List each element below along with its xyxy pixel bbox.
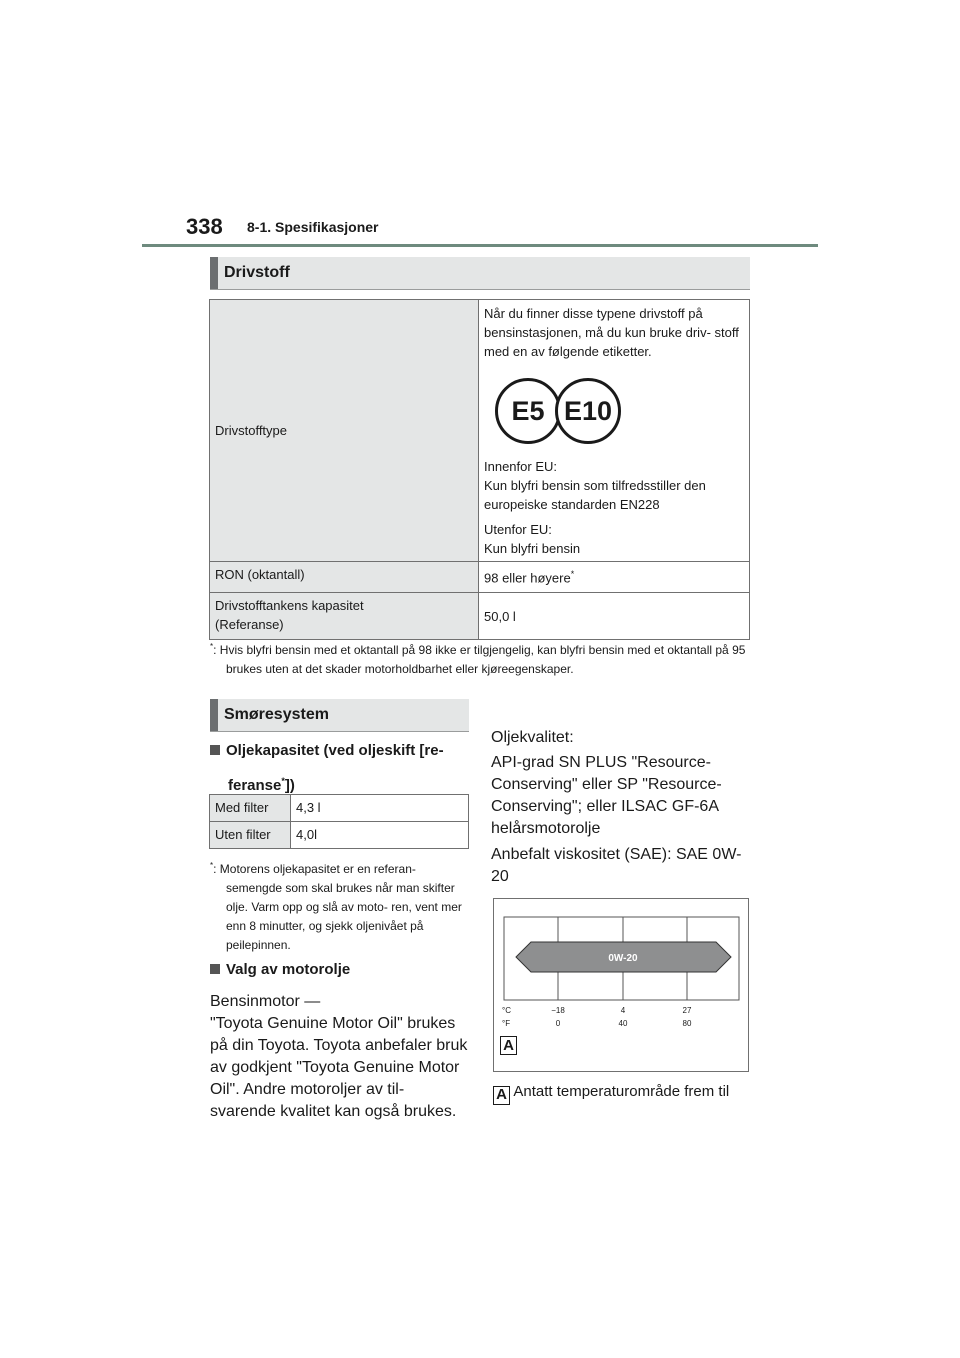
ron-value-cell <box>479 562 750 593</box>
oil-footnote-mark: * <box>210 861 214 870</box>
fuel-footnote-mark: * <box>210 642 214 651</box>
oil-choice-heading-text: Valg av motorolje <box>226 961 351 978</box>
outside-eu-text: Kun blyfri bensin <box>484 541 581 556</box>
table-row <box>210 795 469 822</box>
oil-row-value: 4,3 l <box>291 795 469 822</box>
tank-value-cell <box>479 593 750 640</box>
oil-capacity-table <box>209 794 469 849</box>
oil-capacity-heading <box>210 736 469 801</box>
fuel-heading-rule <box>210 289 750 290</box>
header-divider <box>142 244 818 247</box>
viscosity-chart <box>493 898 749 1072</box>
oil-quality-block <box>491 727 753 888</box>
viscosity-range-label: 0W-20 <box>608 953 638 964</box>
fuel-section-title: Drivstoff <box>224 264 290 281</box>
lubrication-section-title: Smøresystem <box>224 706 329 723</box>
oil-footnote-text: : Motorens oljekapasitet er en referan- semengde som skal brukes når man skifter olje. Varm opp og slå av moto- ren, vent mer enn 8 minutter, og sjekk oljenivået på peilepinnen. <box>213 862 462 952</box>
ron-label: RON (oktantall) <box>215 567 305 582</box>
celsius-tick-label: 4 <box>620 1006 626 1015</box>
celsius-tick-label: −18 <box>551 1006 565 1015</box>
fuel-spec-table <box>209 299 750 640</box>
fuel-type-label-cell <box>210 300 479 562</box>
lubrication-section-heading <box>210 699 469 731</box>
tank-label-cell <box>210 593 479 640</box>
tank-label-line1: Drivstofftankens kapasitet <box>215 598 364 613</box>
fuel-footnote-text: : Hvis blyfri bensin med et oktantall på 98 ikke er tilgjengelig, kan blyfri bensin med et oktantall på 95 brukes uten at det skader motorholdbarhet eller kjøreegenskaper. <box>213 643 746 676</box>
viscosity-chart-svg <box>494 899 748 1071</box>
page-number: 338 <box>186 214 223 239</box>
fahrenheit-tick-label: 0 <box>555 1019 561 1028</box>
oil-paragraph-text: "Toyota Genuine Motor Oil" brukes på din Toyota. Toyota anbefaler bruk av godkjent "Toyota Genuine Motor Oil". Andre motoroljer av til- svarende kvalitet kan også brukes. <box>210 1015 468 1120</box>
e5-label-text: E5 <box>511 395 545 426</box>
oil-row-label: Med filter <box>210 795 291 822</box>
fuel-type-value-cell <box>479 300 750 562</box>
fuel-label-icons <box>484 373 744 451</box>
oil-row-value: 4,0l <box>291 822 469 849</box>
unit-celsius-label: °C <box>502 1006 511 1015</box>
oil-viscosity-text: Anbefalt viskositet (SAE): SAE 0W- 20 <box>491 846 742 885</box>
chart-callout-badge: A <box>500 1036 517 1055</box>
table-row <box>210 593 750 640</box>
oil-capacity-heading-c: ]) <box>284 777 295 794</box>
fahrenheit-tick-label: 80 <box>682 1019 692 1028</box>
fahrenheit-tick-label: 40 <box>618 1019 628 1028</box>
tank-value: 50,0 l <box>484 608 516 624</box>
lubrication-heading-rule <box>210 731 469 732</box>
fuel-type-intro: Når du finner disse typene drivstoff på bensinstasjonen, må du kun bruke driv- stoff med en av følgende etiketter. <box>484 306 739 359</box>
chart-legend <box>493 1081 758 1105</box>
legend-text: Antatt temperaturområde frem til <box>513 1083 730 1100</box>
oil-capacity-footnote <box>210 856 468 955</box>
outside-eu-title: Utenfor EU: <box>484 522 552 537</box>
ron-footnote-mark: * <box>570 569 575 579</box>
ron-label-cell <box>210 562 479 593</box>
oil-capacity-heading-b: feranse <box>228 777 282 794</box>
legend-callout-badge: A <box>493 1086 510 1105</box>
oil-capacity-heading-a: Oljekapasitet (ved oljeskift [re- <box>226 742 444 759</box>
inside-eu-text: Kun blyfri bensin som tilfredsstiller den europeiske standarden EN228 <box>484 478 706 512</box>
ron-value: 98 eller høyere <box>484 570 571 586</box>
table-row <box>210 300 750 562</box>
table-row <box>210 562 750 593</box>
oil-capacity-footnote-mark: * <box>281 776 285 786</box>
table-row <box>210 822 469 849</box>
unit-fahrenheit-label: °F <box>502 1019 511 1028</box>
chapter-title: 8-1. Spesifikasjoner <box>247 219 379 235</box>
fuel-footnote <box>210 637 755 679</box>
fuel-type-label: Drivstofftype <box>215 423 288 438</box>
square-bullet-icon <box>210 745 220 755</box>
oil-choice-heading <box>210 957 469 983</box>
inside-eu-title: Innenfor EU: <box>484 459 557 474</box>
square-bullet-icon <box>210 964 220 974</box>
oil-row-label: Uten filter <box>210 822 291 849</box>
oil-quality-text: API-grad SN PLUS "Resource- Conserving" eller SP "Resource- Conserving"; eller ILSAC GF-6A helårsmotorolje <box>491 754 722 837</box>
engine-type-line: Bensinmotor — <box>210 993 321 1010</box>
tank-label-line2: (Referanse) <box>215 617 284 632</box>
e10-label-icon <box>555 378 621 444</box>
oil-quality-title: Oljekvalitet: <box>491 729 574 746</box>
celsius-tick-label: 27 <box>682 1006 692 1015</box>
fuel-section-heading <box>210 257 750 289</box>
e10-label-text: E10 <box>563 395 613 426</box>
e5-label-icon <box>495 378 561 444</box>
